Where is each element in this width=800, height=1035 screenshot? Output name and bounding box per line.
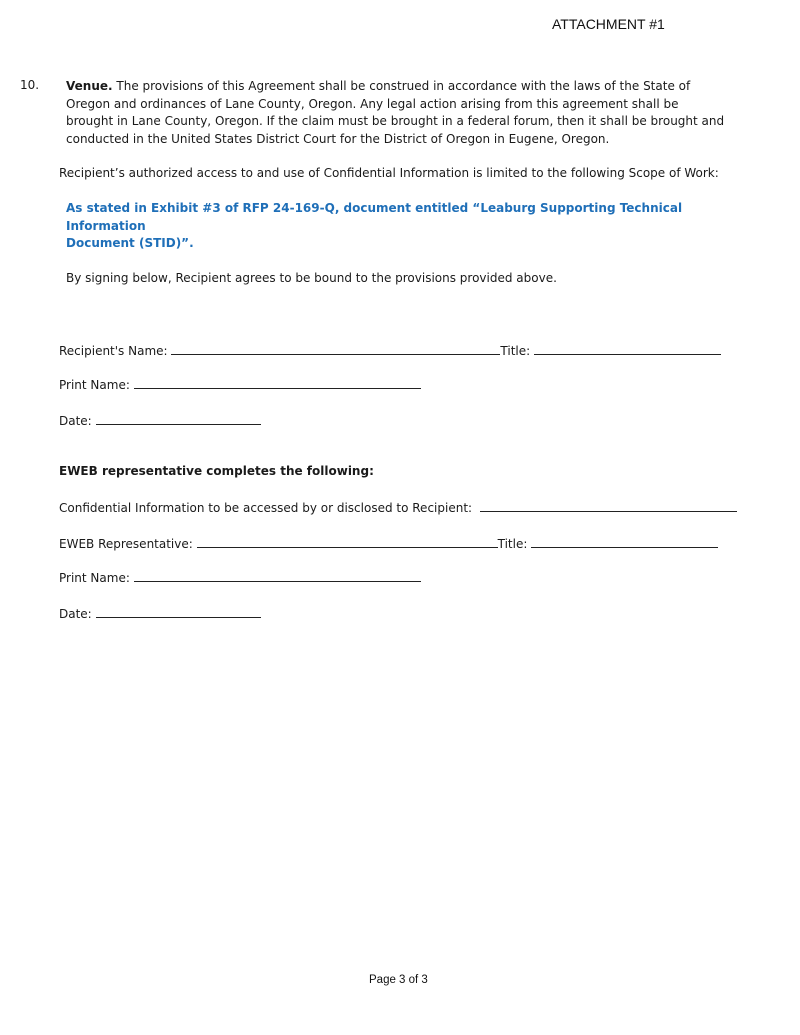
recipient-name-field[interactable]: [171, 342, 500, 355]
scope-intro: Recipient’s authorized access to and use of Confidential Information is limited to the following Scope of Work:: [59, 166, 719, 180]
recipient-print-name-row: [59, 376, 421, 392]
eweb-print-name-row: [59, 569, 421, 585]
section-title: Venue.: [66, 79, 113, 93]
eweb-confidential-label: Confidential Information to be accessed by or disclosed to Recipient:: [59, 501, 473, 515]
attachment-header: ATTACHMENT #1: [552, 16, 665, 32]
eweb-heading: EWEB representative completes the following:: [59, 464, 374, 478]
eweb-title-label: Title:: [497, 537, 528, 551]
eweb-confidential-field[interactable]: [480, 499, 737, 512]
recipient-print-name-field[interactable]: [134, 376, 421, 389]
recipient-title-label: Title:: [500, 344, 531, 358]
eweb-confidential-row: [59, 499, 737, 515]
section-number: 10.: [20, 78, 40, 92]
eweb-date-label: Date:: [59, 607, 92, 621]
recipient-date-row: [59, 412, 261, 428]
agreement-text: By signing below, Recipient agrees to be bound to the provisions provided above.: [66, 271, 557, 285]
recipient-print-name-label: Print Name:: [59, 378, 130, 392]
eweb-representative-field[interactable]: [197, 535, 498, 548]
scope-statement-line2: Document (STID)”.: [66, 236, 194, 250]
eweb-representative-label: EWEB Representative:: [59, 537, 193, 551]
eweb-print-name-label: Print Name:: [59, 571, 130, 585]
recipient-title-field[interactable]: [534, 342, 721, 355]
recipient-name-row: [59, 342, 721, 358]
eweb-print-name-field[interactable]: [134, 569, 421, 582]
eweb-representative-row: [59, 535, 718, 551]
eweb-date-field[interactable]: [96, 605, 261, 618]
eweb-date-row: [59, 605, 261, 621]
recipient-date-field[interactable]: [96, 412, 261, 425]
scope-statement-line1: As stated in Exhibit #3 of RFP 24-169-Q, document entitled “Leaburg Supporting Technical Information: [66, 201, 683, 233]
recipient-date-label: Date:: [59, 414, 92, 428]
page-number: Page 3 of 3: [369, 974, 428, 986]
venue-body: The provisions of this Agreement shall be construed in accordance with the laws of the State of Oregon and ordinances of Lane County, Oregon. Any legal action arising from this agreement shall be brought in Lane County, Oregon. If the claim must be brought in a federal forum, then it shall be brought and conducted in the United States District Court for the District of Oregon in Eugene, Oregon.: [66, 79, 725, 146]
venue-paragraph: [66, 78, 728, 148]
recipient-name-label: Recipient's Name:: [59, 344, 168, 358]
eweb-title-field[interactable]: [531, 535, 718, 548]
scope-statement: [66, 200, 706, 253]
